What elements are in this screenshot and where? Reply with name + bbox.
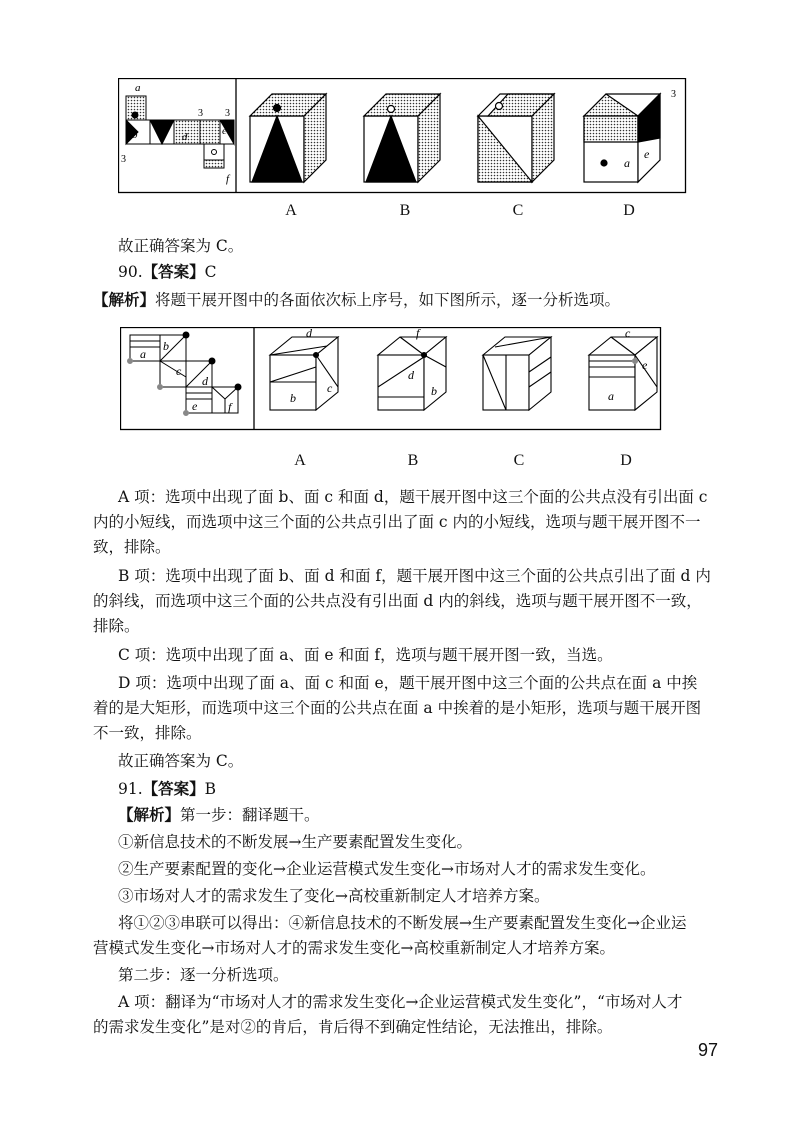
figure-2-cube-a <box>270 337 338 410</box>
q91-answer-tag: 【答案】 <box>142 779 205 798</box>
net-label-3a: 3 <box>121 154 126 165</box>
q90-analysis-tag: 【解析】 <box>93 290 156 309</box>
figure-1-net <box>126 96 234 168</box>
net-label-f: f <box>226 173 230 185</box>
answer-line-2: 故正确答案为 C。 <box>118 752 244 770</box>
cube2a-label-b: b <box>290 391 296 405</box>
cube2d-label-a: a <box>608 389 614 403</box>
option2-label-c: C <box>513 452 525 469</box>
net2-label-a: a <box>140 347 146 361</box>
net-label-a: a <box>135 82 141 94</box>
q91-number: 91. <box>118 780 143 798</box>
para-b-line2: 的斜线，而选项中这三个面的公共点没有引出面 d 内的斜线，选项与题干展开图不一致， <box>93 592 702 610</box>
cube2d-label-c: c <box>625 327 631 340</box>
option-label-c: C <box>512 202 524 219</box>
para-c: C 项：选项中出现了面 a、面 e 和面 f，选项与题干展开图一致，当选。 <box>118 646 613 664</box>
option2-label-d: D <box>620 452 632 469</box>
chain-line1: 将①②③串联可以得出：④新信息技术的不断发展→生产要素配置发生变化→企业运 <box>118 914 687 932</box>
cube-d-label-3: 3 <box>671 89 676 100</box>
para-a-line2: 内的小短线，而选项中这三个面的公共点引出了面 c 内的小短线，选项与题干展开图不一 <box>93 513 701 531</box>
q90-number: 90. <box>118 263 143 281</box>
q90-analysis <box>93 288 713 312</box>
net-label-b: b <box>132 129 138 141</box>
para-b-line1: B 项：选项中出现了面 b、面 d 和面 f，题干展开图中这三个面的公共点引出了面 d 内 <box>118 567 711 585</box>
net2-label-b: b <box>163 339 169 353</box>
page-number: 97 <box>697 1040 718 1060</box>
figure-2-option-labels <box>0 452 800 474</box>
cube2d-label-e: e <box>642 358 648 372</box>
statement-1: ①新信息技术的不断发展→生产要素配置发生变化。 <box>118 833 472 851</box>
q90-answer-value: C <box>204 263 217 281</box>
q90-analysis-text: 将题干展开图中的各面依次标上序号，如下图所示，逐一分析选项。 <box>155 291 621 309</box>
net-label-d: d <box>182 131 188 143</box>
net-label-3b: 3 <box>198 108 203 119</box>
para-a-line3: 致，排除。 <box>93 538 171 556</box>
figure-2-cube-d <box>589 337 657 410</box>
option2-label-a: A <box>294 452 306 469</box>
figure-1 <box>118 78 688 196</box>
cube-d-label-e: e <box>644 147 650 161</box>
q91-answer-value: B <box>204 780 217 798</box>
net-label-3c: 3 <box>225 108 230 119</box>
chain-line2: 营模式发生变化→市场对人才的需求发生变化→高校重新制定人才培养方案。 <box>93 939 615 957</box>
figure-1-cube-a <box>250 94 326 182</box>
para-d-line2: 着的是大矩形，而选项中这三个面的公共点在面 a 中挨着的是小矩形，选项与题干展开图 <box>93 699 702 717</box>
net2-label-e: e <box>192 399 198 413</box>
para-b-line3: 排除。 <box>93 617 140 635</box>
net2-label-d: d <box>202 374 208 388</box>
answer-line: 故正确答案为 C。 <box>118 237 244 255</box>
cube2a-label-d: d <box>306 327 312 340</box>
figure-2 <box>120 327 665 432</box>
step-2: 第二步：逐一分析选项。 <box>118 966 289 984</box>
figure-2-net <box>128 332 242 416</box>
cube-d-label-a: a <box>624 156 630 170</box>
q90-answer-tag: 【答案】 <box>142 262 205 281</box>
q91-step1: 第一步：翻译题干。 <box>180 806 320 824</box>
q90-answer <box>118 260 738 284</box>
para-a-line1: A 项：选项中出现了面 b、面 c 和面 d，题干展开图中这三个面的公共点没有引出面 c <box>118 488 708 506</box>
cube2a-label-c: c <box>327 381 333 395</box>
para-d-line1: D 项：选项中出现了面 a、面 c 和面 e，题干展开图中这三个面的公共点在面 a 中挨 <box>118 674 698 692</box>
figure-1-option-labels <box>0 202 800 224</box>
option-a-line2: 的需求发生变化”是对②的肯后，肯后得不到确定性结论，无法推出，排除。 <box>93 1018 613 1036</box>
net2-label-f: f <box>228 400 232 414</box>
cube2b-label-f: f <box>416 327 420 340</box>
para-d-line3: 不一致，排除。 <box>93 724 202 742</box>
option-label-d: D <box>623 202 635 219</box>
statement-3: ③市场对人才的需求发生了变化→高校重新制定人才培养方案。 <box>118 887 550 905</box>
cube2b-label-d: d <box>408 368 414 382</box>
option-label-a: A <box>285 202 297 219</box>
net2-label-c: c <box>176 364 182 378</box>
q91-analysis <box>118 803 738 827</box>
figure-1-cube-b <box>364 94 440 182</box>
statement-2: ②生产要素配置的变化→企业运营模式发生变化→市场对人才的需求发生变化。 <box>118 860 656 878</box>
option-label-b: B <box>399 202 411 219</box>
figure-2-cube-c <box>483 337 551 410</box>
option-a-line1: A 项：翻译为“市场对人才的需求发生变化→企业运营模式发生变化”，“市场对人才 <box>118 993 683 1011</box>
net-label-e: e <box>222 125 227 137</box>
option2-label-b: B <box>407 452 419 469</box>
q91-answer <box>118 777 738 801</box>
q91-analysis-tag: 【解析】 <box>118 805 181 824</box>
figure-1-cube-c <box>478 94 554 182</box>
figure-1-cube-d <box>584 94 660 182</box>
cube2b-label-b: b <box>431 384 437 398</box>
